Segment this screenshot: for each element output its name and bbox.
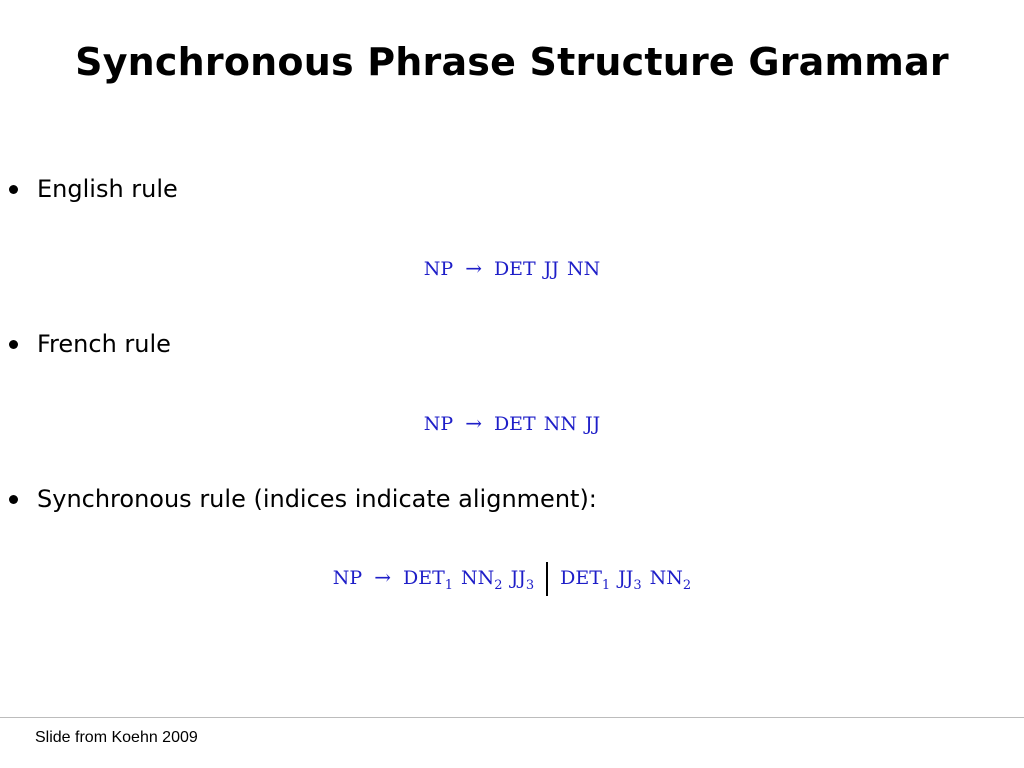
alignment-index: 1 <box>601 578 611 593</box>
alignment-index: 3 <box>525 578 535 593</box>
rule-symbol: JJ <box>618 567 634 589</box>
bullet-text: French rule <box>37 330 171 358</box>
footer-credit: Slide from Koehn 2009 <box>35 729 198 746</box>
bullet-text: English rule <box>37 175 178 203</box>
rule-symbol-indexed <box>402 567 454 593</box>
synchronous-rule <box>0 562 1024 596</box>
rule-symbol: JJ <box>543 258 559 280</box>
rule-arrow-icon: → <box>374 565 391 589</box>
rule-symbol-indexed <box>560 567 611 593</box>
bullet-dot-icon <box>9 495 18 504</box>
rule-symbol: DET <box>560 567 602 589</box>
rule-symbol: NN <box>649 567 683 589</box>
english-rule <box>0 256 1024 280</box>
rule-lhs: NP <box>423 258 454 280</box>
bullet-text: Synchronous rule (indices indicate alignment): <box>37 485 597 513</box>
rule-symbol: NN <box>566 258 601 280</box>
alignment-index: 2 <box>682 578 692 593</box>
rule-symbol: NN <box>543 413 577 435</box>
rule-arrow-icon: → <box>465 411 482 435</box>
rule-symbol-indexed <box>618 567 642 593</box>
rule-lhs: NP <box>423 413 454 435</box>
rule-symbol: JJ <box>510 567 526 589</box>
rule-arrow-icon: → <box>465 256 482 280</box>
bullet-english-rule <box>0 169 178 209</box>
rule-symbol: DET <box>493 413 536 435</box>
bullet-dot-icon <box>9 185 18 194</box>
rule-lhs: NP <box>332 567 363 589</box>
rule-separator-bar <box>546 562 548 596</box>
alignment-index: 1 <box>444 578 454 593</box>
rule-symbol-indexed <box>649 567 692 593</box>
rule-symbol: NN <box>461 567 495 589</box>
slide-title: Synchronous Phrase Structure Grammar <box>75 40 949 84</box>
alignment-index: 3 <box>633 578 642 593</box>
rule-symbol: JJ <box>584 413 601 435</box>
rule-symbol-indexed <box>461 567 503 593</box>
rule-symbol-indexed <box>510 567 535 593</box>
bullet-synchronous-rule <box>0 479 597 519</box>
french-rule <box>0 411 1024 435</box>
bullet-dot-icon <box>9 340 18 349</box>
alignment-index: 2 <box>494 578 503 593</box>
rule-symbol: DET <box>402 567 445 589</box>
bullet-french-rule <box>0 324 171 364</box>
footer-divider <box>0 717 1024 718</box>
rule-symbol: DET <box>493 258 536 280</box>
